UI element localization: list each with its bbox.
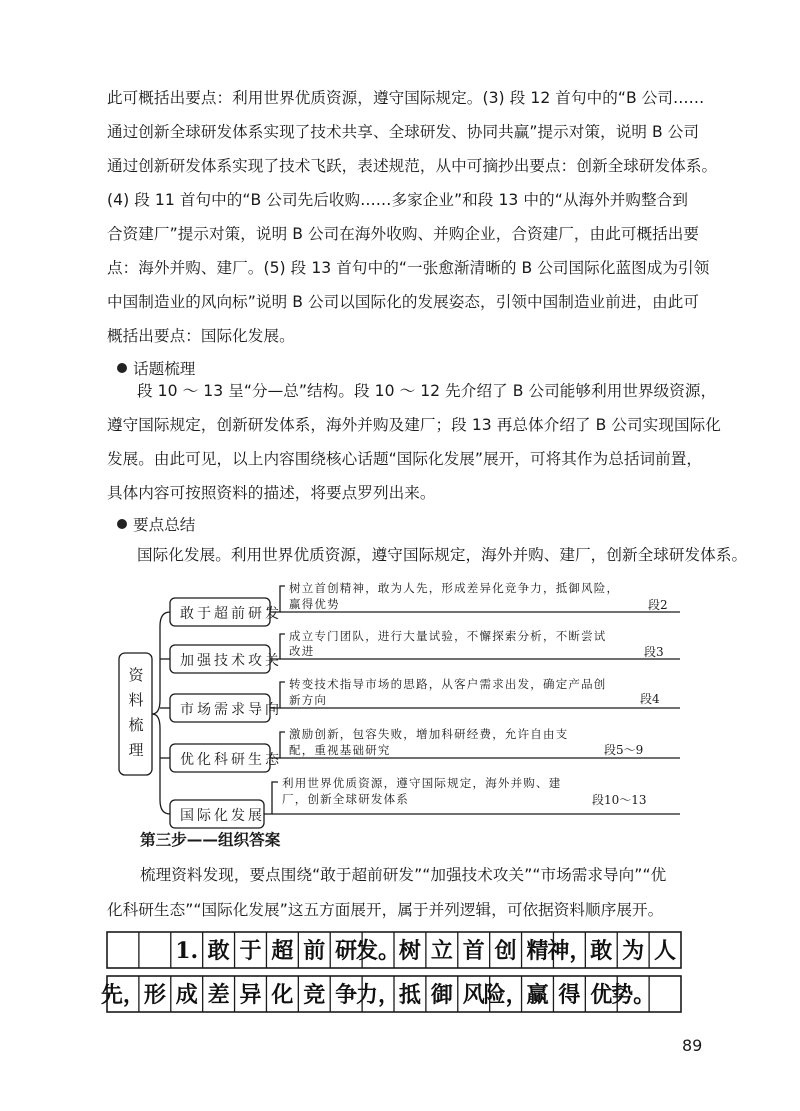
- grid-cell-char: 为: [622, 938, 645, 964]
- grid-cell-char: 势。: [611, 982, 656, 1008]
- grid-cell-char: 竞: [303, 982, 326, 1008]
- branch-para: 段3: [644, 645, 664, 659]
- grid-cell-char: 神，: [547, 938, 592, 964]
- grid-cell-char: 力，: [356, 982, 401, 1008]
- step-line: 化科研生态”“国际化发展”这五方面展开，属于并列逻辑，可依据资料顺序展开。: [107, 901, 664, 919]
- branch-text: 厂，创新全球研发体系: [282, 792, 409, 806]
- grid-cell-char: 创: [494, 938, 517, 964]
- grid-cell-char: 研: [335, 938, 358, 964]
- grid-cell-char: 前: [303, 938, 326, 964]
- branch-text: 赢得优势: [289, 597, 340, 611]
- diagram-root-label: [124, 663, 148, 763]
- topic-line: 段 10 ～ 13 呈“分—总”结构。段 10 ～ 12 先介绍了 B 公司能够利用世界级资源，: [137, 382, 717, 400]
- grid-cell-char: 赢: [526, 982, 549, 1008]
- paragraph-line: 此可概括出要点：利用世界优质资源，遵守国际规定。(3) 段 12 首句中的“B 公司……: [107, 89, 705, 107]
- grid-cell-char: 敢: [207, 938, 230, 964]
- branch-text: 利用世界优质资源，遵守国际规定，海外并购、建: [282, 776, 562, 790]
- branch-text: 转变技术指导市场的思路，从客户需求出发，确定产品创: [289, 677, 607, 691]
- branch-label: 市场需求导向: [180, 702, 282, 718]
- grid-cell-char: 成: [175, 982, 198, 1008]
- branch-text: 配，重视基础研究: [289, 743, 391, 757]
- brace-top: [152, 612, 170, 714]
- root-char: 资: [128, 666, 144, 684]
- branch-para: 段2: [648, 598, 668, 612]
- root-char: 梳: [128, 716, 144, 734]
- paragraph-line: (4) 段 11 首句中的“B 公司先后收购……多家企业”和段 13 中的“从海外并购整合到: [107, 191, 688, 209]
- branch-para: 段5～9: [604, 743, 644, 757]
- grid-cell-char: 差: [207, 982, 230, 1008]
- paragraph-line: 通过创新全球研发体系实现了技术共享、全球研发、协同共赢”提示对策，说明 B 公司: [107, 123, 700, 141]
- branch-text: 成立专门团队，进行大量试验，不懈探索分析，不断尝试: [289, 629, 607, 643]
- topic-heading-text: 话题梳理: [133, 360, 196, 378]
- grid-cell-char: 人: [654, 938, 677, 964]
- grid-cell-char: 敢: [590, 938, 613, 964]
- summary-heading-text: 要点总结: [133, 516, 196, 534]
- grid-cell-char: 1.: [175, 938, 199, 964]
- step-line: 梳理资料发现，要点围绕“敢于超前研发”“加强技术攻关”“市场需求导向”“优: [140, 866, 667, 884]
- connector: [264, 782, 278, 814]
- grid-cell-char: 于: [239, 938, 262, 964]
- branch-text: 树立首创精神，敢为人先，形成差异化竞争力，抵御风险，: [289, 581, 620, 595]
- grid-cell-char: 先，: [100, 982, 145, 1008]
- branch-label: 优化科研生态: [180, 752, 282, 768]
- step-heading: 第三步——组织答案: [140, 831, 281, 849]
- grid-cell-char: 化: [271, 982, 294, 1008]
- grid-cell-char: 得: [558, 982, 581, 1008]
- grid-cell-char: 发。: [356, 938, 401, 964]
- branch-text: 改进: [289, 644, 315, 658]
- grid-cell-char: 树: [398, 938, 421, 964]
- grid-cell-char: 首: [462, 938, 485, 964]
- branch-label: 敢于超前研发: [180, 606, 282, 622]
- brace-bottom: [152, 714, 170, 814]
- grid-cell-char: 异: [239, 982, 262, 1008]
- grid-cell-char: 立: [430, 938, 453, 964]
- topic-line: 遵守国际规定，创新研发体系，海外并购及建厂；段 13 再总体介绍了 B 公司实现国际化: [107, 416, 721, 434]
- summary-line: 国际化发展。利用世界优质资源，遵守国际规定，海外并购、建厂，创新全球研发体系。: [137, 546, 748, 564]
- page-number: 89: [682, 1036, 703, 1055]
- grid-cell-char: 精: [526, 938, 549, 964]
- grid-cell-char: 风: [462, 982, 485, 1008]
- grid-cell-char: 险，: [483, 982, 528, 1008]
- paragraph-line: 概括出要点：国际化发展。: [107, 327, 295, 345]
- grid-cell-char: 御: [430, 982, 453, 1008]
- root-char: 理: [128, 741, 144, 759]
- paragraph-line: 合资建厂”提示对策，说明 B 公司在海外收购、并购企业，合资建厂，由此可概括出要: [107, 225, 700, 243]
- branch-text: 激励创新，包容失败，增加科研经费，允许自由支: [289, 727, 569, 741]
- grid-cell-char: 形: [143, 982, 166, 1008]
- grid-cell-char: 超: [271, 938, 294, 964]
- topic-line: 发展。由此可见，以上内容围绕核心话题“国际化发展”展开，可将其作为总括词前置，: [107, 450, 703, 468]
- branch-text: 新方向: [289, 693, 328, 707]
- root-char: 料: [128, 691, 144, 709]
- branch-label: 加强技术攻关: [180, 653, 282, 669]
- paragraph-line: 点：海外并购、建厂。(5) 段 13 首句中的“一张愈渐清晰的 B 公司国际化蓝图成为引领: [107, 259, 710, 277]
- branch-para: 段10～13: [592, 793, 647, 807]
- grid-cell-char: 争: [335, 982, 358, 1008]
- paragraph-line: 通过创新研发体系实现了技术飞跃，表述规范，从中可摘抄出要点：创新全球研发体系。: [107, 157, 718, 175]
- branch-para: 段4: [640, 692, 660, 706]
- grid-cell-char: 优: [590, 982, 613, 1008]
- paragraph-line: 中国制造业的风向标”说明 B 公司以国际化的发展姿态，引领中国制造业前进，由此可: [107, 293, 700, 311]
- branch-label: 国际化发展: [180, 808, 265, 824]
- grid-cell-char: 抵: [398, 982, 421, 1008]
- topic-line: 具体内容可按照资料的描述，将要点罗列出来。: [107, 484, 436, 502]
